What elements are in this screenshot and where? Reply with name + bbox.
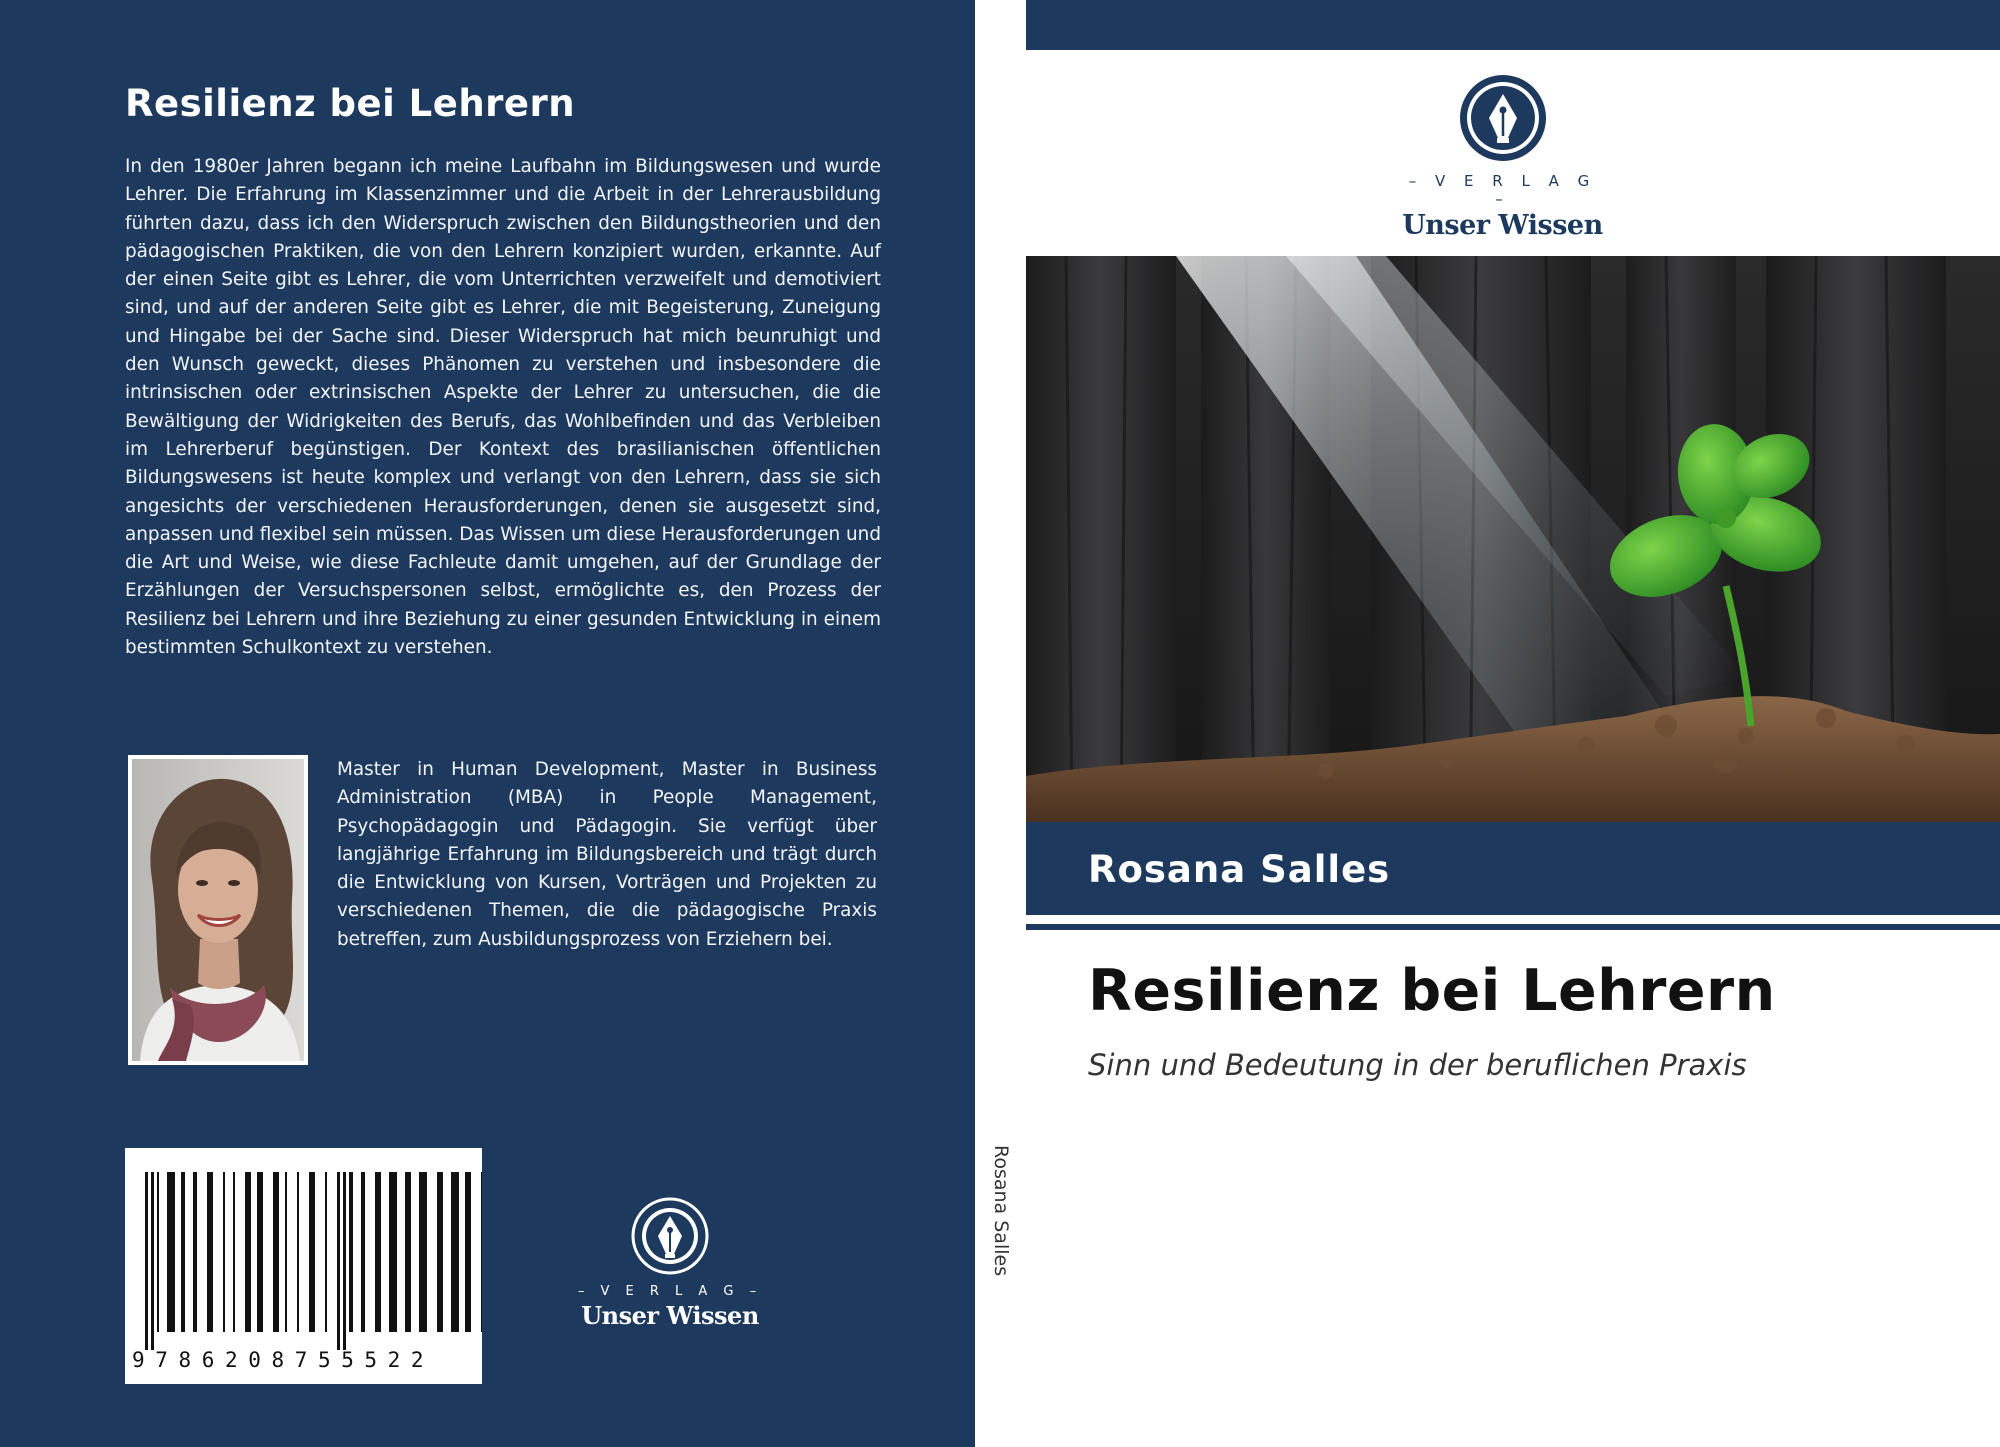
front-top-bar xyxy=(1026,0,2000,50)
barcode-bar xyxy=(375,1172,381,1332)
author-portrait-image xyxy=(132,759,304,1061)
barcode-bar xyxy=(337,1172,340,1350)
fountain-pen-nib-icon xyxy=(630,1196,710,1276)
barcode-bar xyxy=(193,1172,197,1332)
author-bio: Master in Human Development, Master in Business Administration (MBA) in People Management, Psychopädagogin und Pädagogin. Sie verfügt über langjährige Erfahrung im Bildungsbereich und trägt durch die Entwicklung von Kursen, Vorträgen und Projekten zu verschiedenen Themen, die die pädagogische Praxis betreffen, zum Ausbildungsprozess von Erziehern bei. xyxy=(337,759,877,950)
barcode-bar xyxy=(223,1172,225,1332)
barcode-bar xyxy=(273,1172,279,1332)
back-cover-blurb: In den 1980er Jahren begann ich meine Laufbahn im Bildungswesen und wurde Lehrer. Die Erfahrung im Klassenzimmer und die Arbeit in der Lehrerausbildung führten dazu, dass ich den Widerspruch zwischen den Bildungstheorien und den pädagogischen Praktiken, die von den Lehrern konzipiert wurden, erkannte. Auf der einen Seite gibt es Lehrer, die vom Unterrichten verzweifelt und demotiviert sind, und auf der anderen Seite gibt es Lehrer, die mit Begeisterung, Zuneigung und Hingabe bei der Sache sind. Dieser Widerspruch hat mich beunruhigt und den Wunsch geweckt, dieses Phänomen zu verstehen und insbesondere die intrinsischen oder extrinsischen Aspekte der Lehrer zu untersuchen, die die Bewältigung der Widrigkeiten des Berufs, das Wohlbefinden und das Verbleiben im Lehrerberuf begünstigen. Der Kontext des brasilianischen öffentlichen Bildungswesens ist heute komplex und verlangt von den Lehrern, dass sie sich angesichts der verschiedenen Herausforderungen, denen sie ausgesetzt sind, anpassen und flexibel sein müssen. Das Wissen um diese Herausforderungen und die Art und Weise, wie diese Fachleute damit umgehen, auf der Grundlage der Erzählungen der Versuchspersonen selbst, ermöglichte es, den Prozess der Resilienz bei Lehrern und ihre Beziehung zu einer gesunden Entwicklung in einem bestimmten Schulkontext zu verstehen. xyxy=(125,156,881,659)
front-cover-title: Resilienz bei Lehrern xyxy=(1088,958,1776,1024)
barcode-bar xyxy=(419,1172,427,1332)
barcode-bar xyxy=(297,1172,299,1332)
barcode-bar xyxy=(361,1172,365,1332)
barcode-bar xyxy=(257,1172,263,1332)
barcode-bar xyxy=(437,1172,443,1332)
author-photo xyxy=(128,755,308,1065)
barcode-bar xyxy=(343,1172,346,1350)
cover-image xyxy=(1026,256,2000,822)
back-cover xyxy=(0,0,975,1447)
back-logo-publisher-name: Unser Wissen xyxy=(581,1301,759,1330)
barcode-bar xyxy=(207,1172,213,1332)
barcode-bar xyxy=(389,1172,397,1332)
back-logo-verlag-label: – V E R L A G – xyxy=(577,1284,763,1299)
barcode-bar xyxy=(451,1172,459,1332)
front-logo-publisher-name: Unser Wissen xyxy=(1402,210,1603,241)
barcode-bar xyxy=(309,1172,315,1332)
barcode-bar xyxy=(245,1172,251,1332)
back-publisher-logo xyxy=(560,1196,780,1330)
isbn-digits: 9786208755522 xyxy=(132,1348,435,1372)
divider xyxy=(1026,924,2000,930)
barcode-bar xyxy=(325,1172,327,1332)
front-author-name: Rosana Salles xyxy=(1088,848,1391,891)
author-band xyxy=(1026,822,2000,915)
barcode-bar xyxy=(157,1172,159,1332)
spine-author: Rosana Salles xyxy=(990,1145,1012,1277)
barcode-bar xyxy=(465,1172,471,1332)
fountain-pen-nib-icon xyxy=(1457,72,1549,164)
barcode-bar xyxy=(145,1172,148,1350)
barcode-bar xyxy=(233,1172,235,1332)
front-cover-subtitle: Sinn und Bedeutung in der beruflichen Praxis xyxy=(1088,1048,1747,1082)
barcode-bar xyxy=(151,1172,154,1350)
barcode-bar xyxy=(481,1172,482,1332)
back-cover-title: Resilienz bei Lehrern xyxy=(125,82,576,125)
front-logo-verlag-label: – V E R L A G – xyxy=(1408,172,1597,208)
front-publisher-logo xyxy=(1400,72,1605,241)
clover-sprout-illustration xyxy=(1026,256,2000,822)
barcode-bar xyxy=(181,1172,185,1332)
barcode-bar xyxy=(405,1172,411,1332)
barcode-bar xyxy=(285,1172,287,1332)
barcode-bar xyxy=(167,1172,175,1332)
barcode-bar xyxy=(349,1172,353,1332)
